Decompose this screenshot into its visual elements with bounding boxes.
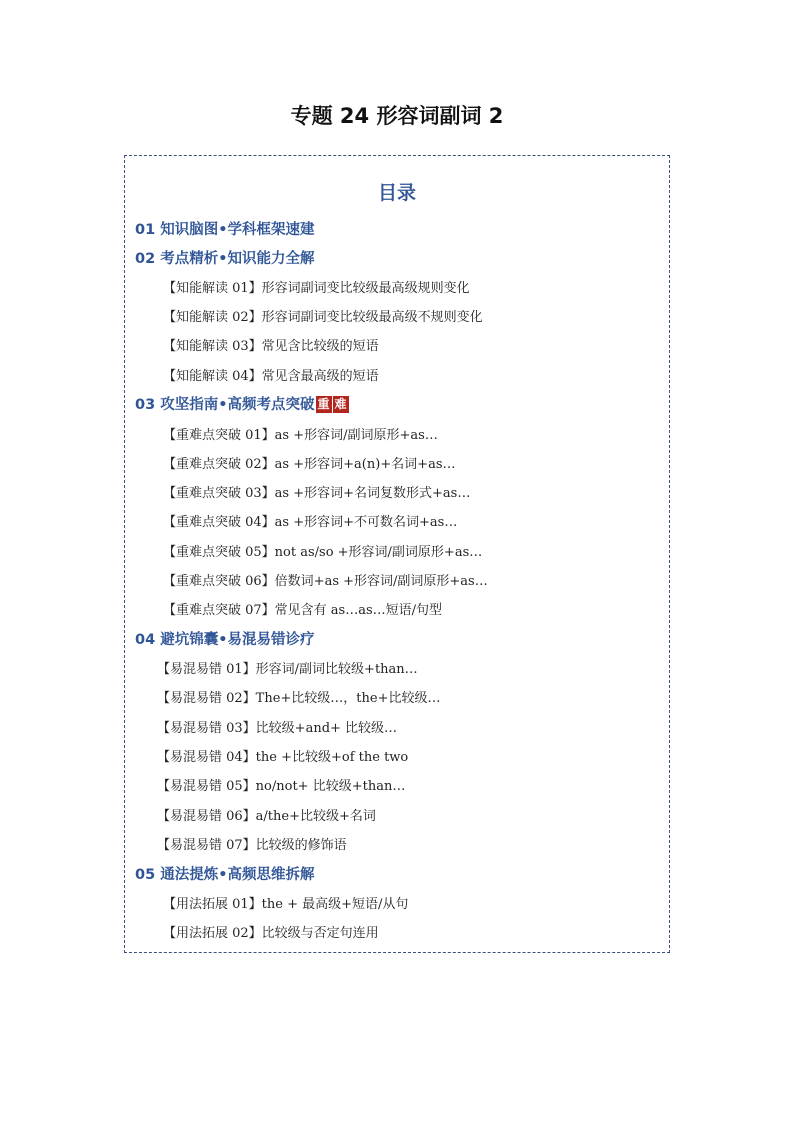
toc-item[interactable]: 【易混易错 05】no/not+ 比较级+than… [157,779,406,794]
toc-item[interactable]: 【用法拓展 01】the + 最高级+短语/从句 [163,897,409,912]
toc-item[interactable]: 【重难点突破 03】as +形容词+名词复数形式+as… [163,486,471,501]
toc-item[interactable]: 【知能解读 04】常见含最高级的短语 [163,369,379,384]
page-title: 专题 24 形容词副词 2 [290,104,504,128]
toc-item[interactable]: 【重难点突破 04】as +形容词+不可数名词+as… [163,515,458,530]
toc-item[interactable]: 【重难点突破 07】常见含有 as…as…短语/句型 [163,603,443,618]
toc-item[interactable]: 【易混易错 02】The+比较级…，the+比较级… [157,691,441,706]
difficulty-badge-hard: 难 [334,397,347,411]
toc-section-label: 03 攻坚指南•高频考点突破 [135,397,315,413]
toc-item[interactable]: 【易混易错 06】a/the+比较级+名词 [157,809,376,824]
toc-item[interactable]: 【易混易错 03】比较级+and+ 比较级… [157,721,398,736]
toc-item[interactable]: 【知能解读 01】形容词副词变比较级最高级规则变化 [163,281,470,296]
toc-section-05[interactable]: 05 通法提炼•高频思维拆解 [135,867,315,883]
toc-item[interactable]: 【知能解读 03】常见含比较级的短语 [163,339,379,354]
toc-heading: 目录 [377,182,416,204]
toc-item[interactable]: 【易混易错 07】比较级的修饰语 [157,838,347,853]
difficulty-badge-key: 重 [317,397,330,411]
toc-section-03[interactable] [135,393,349,414]
toc-item[interactable]: 【重难点突破 01】as +形容词/副词原形+as… [163,428,438,443]
toc-item[interactable]: 【重难点突破 05】not as/so +形容词/副词原形+as… [163,545,483,560]
toc-item[interactable]: 【易混易错 04】the +比较级+of the two [157,750,409,765]
toc-item[interactable]: 【知能解读 02】形容词副词变比较级最高级不规则变化 [163,310,483,325]
toc-item[interactable]: 【重难点突破 02】as +形容词+a(n)+名词+as… [163,457,456,472]
table-of-contents [124,155,670,953]
toc-item[interactable]: 【易混易错 01】形容词/副词比较级+than… [157,662,418,677]
toc-section-01[interactable]: 01 知识脑图•学科框架速建 [135,222,315,238]
toc-section-02[interactable]: 02 考点精析•知识能力全解 [135,251,315,267]
toc-item[interactable]: 【用法拓展 02】比较级与否定句连用 [163,926,379,941]
toc-item[interactable]: 【重难点突破 06】倍数词+as +形容词/副词原形+as… [163,574,488,589]
toc-section-04[interactable]: 04 避坑锦囊•易混易错诊疗 [135,632,315,648]
